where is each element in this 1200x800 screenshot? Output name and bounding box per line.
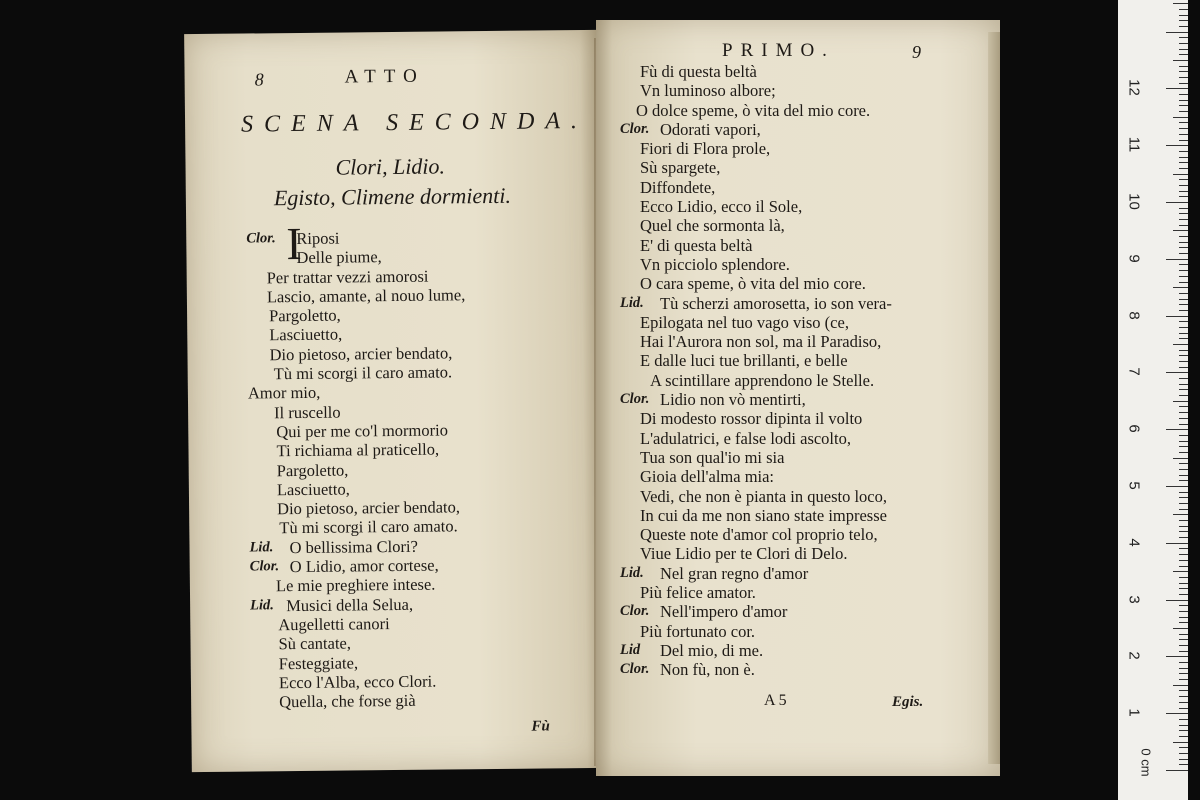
verse-text: Amor mio,: [247, 383, 321, 403]
ruler-tick: [1179, 105, 1188, 106]
ruler-tick: [1179, 583, 1188, 584]
verse-line: [620, 641, 990, 660]
verse-line: [620, 487, 990, 506]
drop-cap: I: [286, 217, 302, 270]
ruler-tick: [1173, 458, 1188, 459]
verse-text: Lascio, amante, al nouo lume,: [266, 285, 466, 307]
ruler-tick: [1173, 230, 1188, 231]
speaker-label: Clor.: [249, 558, 280, 575]
ruler-tick: [1179, 622, 1188, 623]
verse-text: Fù di questa beltà: [640, 62, 757, 81]
verse-text: Di modesto rossor dipinta il volto: [640, 409, 863, 429]
ruler-tick: [1179, 71, 1188, 72]
ruler-tick: [1179, 747, 1188, 748]
ruler-tick: [1173, 742, 1188, 743]
ruler-tick: [1179, 679, 1188, 680]
verse-text: Del mio, di me.: [660, 640, 764, 660]
ruler-tick: [1173, 514, 1188, 515]
verse-line: [620, 139, 990, 158]
ruler-tick: [1179, 185, 1188, 186]
verse-line: [620, 506, 990, 525]
ruler-tick: [1179, 696, 1188, 697]
ruler-tick: [1179, 605, 1188, 606]
ruler-tick: [1179, 196, 1188, 197]
ruler-tick: [1179, 66, 1188, 67]
ruler-tick: [1179, 83, 1188, 84]
verse-line: [620, 101, 990, 120]
ruler-number: 1: [1125, 708, 1143, 717]
ruler-number: 12: [1125, 79, 1143, 97]
verse-line: [620, 158, 990, 177]
verse-text: L'adulatrici, e false lodi ascolto,: [640, 428, 851, 448]
ruler-tick: [1179, 435, 1188, 436]
ruler-tick: [1179, 134, 1188, 135]
ruler-tick: [1166, 543, 1188, 544]
ruler-tick: [1179, 736, 1188, 737]
ruler-tick: [1173, 571, 1188, 572]
verse-text: Lasciuetto,: [269, 325, 343, 345]
ruler-tick: [1179, 9, 1188, 10]
verse-line: [620, 81, 990, 100]
ruler-tick: [1173, 117, 1188, 118]
ruler-tick: [1166, 429, 1188, 430]
right-running-head: PRIMO.: [722, 40, 835, 61]
speaker-label: Clor.: [620, 391, 650, 408]
speaker-label: Clor.: [246, 230, 276, 247]
ruler-number: 11: [1125, 136, 1143, 153]
speaker-label: Lid: [620, 641, 641, 658]
ruler-tick: [1166, 202, 1188, 203]
ruler-tick: [1179, 310, 1188, 311]
ruler-tick: [1179, 594, 1188, 595]
verse-text: Lasciuetto,: [276, 479, 350, 500]
verse-text: O bellissima Clori?: [289, 536, 418, 557]
ruler-tick: [1179, 725, 1188, 726]
characters-line-2: Egisto, Climene dormienti.: [273, 182, 512, 211]
ruler-tick: [1179, 219, 1188, 220]
ruler-tick: [1179, 634, 1188, 635]
ruler-tick: [1179, 469, 1188, 470]
verse-text: Il ruscello: [274, 402, 341, 422]
verse-text: Dio pietoso, arcier bendato,: [277, 497, 461, 519]
verse-line: [620, 197, 990, 216]
verse-text: Vn picciolo splendore.: [640, 254, 790, 274]
verse-line: [620, 544, 990, 563]
ruler-tick: [1179, 424, 1188, 425]
verse-text: Ecco Lidio, ecco il Sole,: [640, 197, 803, 217]
ruler-tick: [1179, 191, 1188, 192]
left-catchword: Fù: [531, 718, 550, 735]
verse-text: Vn luminoso albore;: [640, 81, 776, 101]
left-page-number: 8: [254, 69, 264, 90]
verse-text: Musici della Selua,: [286, 594, 414, 615]
ruler-tick: [1179, 702, 1188, 703]
speaker-label: Lid.: [249, 539, 274, 556]
ruler-tick: [1179, 395, 1188, 396]
ruler-tick: [1179, 759, 1188, 760]
ruler-tick: [1179, 276, 1188, 277]
scene-title: SCENA SECONDA.: [240, 107, 589, 138]
ruler-tick: [1179, 236, 1188, 237]
verse-line: [620, 332, 990, 351]
left-page: [184, 30, 604, 772]
verse-text: Le mie preghiere intese.: [275, 574, 436, 596]
speaker-label: Clor.: [620, 661, 650, 678]
ruler-tick: [1179, 418, 1188, 419]
ruler-tick: [1179, 140, 1188, 141]
verse-text: Per trattar vezzi amorosi: [266, 266, 429, 287]
ruler-tick: [1179, 49, 1188, 50]
ruler-tick: [1179, 179, 1188, 180]
ruler-number: 8: [1125, 310, 1143, 320]
left-verse-lines: [246, 226, 591, 712]
verse-text: O Lidio, amor cortese,: [289, 555, 439, 577]
ruler-tick: [1173, 628, 1188, 629]
speaker-label: Lid.: [620, 294, 644, 311]
ruler-tick: [1179, 509, 1188, 510]
ruler-tick: [1166, 656, 1188, 657]
open-book: [180, 18, 1010, 776]
ruler-tick: [1179, 446, 1188, 447]
ruler-tick: [1179, 367, 1188, 368]
measuring-ruler: [1118, 0, 1188, 800]
verse-text: Queste note d'amor col proprio telo,: [640, 525, 878, 545]
verse-text: Più felice amator.: [640, 583, 756, 603]
verse-text: Non fù, non è.: [660, 660, 755, 680]
verse-text: Dio pietoso, arcier bendato,: [269, 343, 453, 365]
verse-line: [620, 255, 990, 274]
ruler-tick: [1179, 37, 1188, 38]
verse-line: [620, 62, 990, 81]
ruler-tick: [1179, 20, 1188, 21]
ruler-tick: [1173, 174, 1188, 175]
ruler-tick: [1179, 690, 1188, 691]
verse-line: [251, 689, 591, 712]
ruler-tick: [1179, 327, 1188, 328]
ruler-tick: [1179, 463, 1188, 464]
ruler-tick: [1173, 60, 1188, 61]
verse-line: [620, 313, 990, 332]
verse-text: Augelletti canori: [278, 613, 390, 635]
ruler-number: 3: [1125, 594, 1143, 604]
verse-text: Viue Lidio per te Clori di Delo.: [640, 544, 848, 564]
characters-line-1: Clori, Lidio.: [335, 153, 446, 180]
ruler-tick: [1179, 26, 1188, 27]
verse-text: Tù mi scorgi il caro amato.: [273, 362, 453, 384]
verse-line: [620, 602, 990, 621]
verse-text: Quella, che forse già: [279, 690, 416, 712]
ruler-tick: [1179, 639, 1188, 640]
ruler-tick: [1179, 293, 1188, 294]
ruler-tick: [1179, 253, 1188, 254]
ruler-tick: [1179, 43, 1188, 44]
verse-line: [620, 236, 990, 255]
ruler-tick: [1173, 344, 1188, 345]
verse-text: Hai l'Aurora non sol, ma il Paradiso,: [640, 332, 882, 352]
ruler-tick: [1179, 208, 1188, 209]
ruler-tick: [1179, 168, 1188, 169]
ruler-tick: [1179, 617, 1188, 618]
verse-text: Tù scherzi amorosetta, io son vera-: [660, 293, 892, 313]
ruler-tick: [1179, 299, 1188, 300]
verse-text: Gioia dell'alma mia:: [640, 467, 775, 487]
ruler-tick: [1179, 503, 1188, 504]
ruler-tick: [1179, 94, 1188, 95]
ruler-tick: [1179, 304, 1188, 305]
ruler-tick: [1179, 662, 1188, 663]
ruler-tick: [1179, 162, 1188, 163]
ruler-tick: [1179, 282, 1188, 283]
ruler-tick: [1166, 88, 1188, 89]
ruler-tick: [1179, 54, 1188, 55]
ruler-tick: [1179, 651, 1188, 652]
verse-text: Delle piume,: [296, 247, 382, 268]
ruler-tick: [1173, 685, 1188, 686]
ruler-tick: [1179, 719, 1188, 720]
ruler-tick: [1179, 15, 1188, 16]
ruler-tick: [1166, 713, 1188, 714]
verse-text: Pargoletto,: [269, 305, 341, 326]
ruler-tick: [1179, 668, 1188, 669]
verse-line: [620, 274, 990, 293]
right-verse-lines: [620, 62, 990, 680]
ruler-tick: [1179, 378, 1188, 379]
ruler-tick: [1179, 242, 1188, 243]
ruler-tick: [1179, 111, 1188, 112]
verse-text: Pargoletto,: [276, 460, 349, 480]
ruler-tick: [1179, 441, 1188, 442]
ruler-tick: [1179, 566, 1188, 567]
speaker-label: Clor.: [620, 603, 650, 620]
verse-text: Ecco l'Alba, ecco Clori.: [278, 671, 437, 693]
ruler-tick: [1179, 389, 1188, 390]
ruler-tick: [1166, 316, 1188, 317]
right-catchword: Egis.: [892, 694, 924, 710]
ruler-tick: [1179, 560, 1188, 561]
ruler-tick: [1179, 264, 1188, 265]
verse-text: In cui da me non siano state impresse: [640, 505, 887, 525]
ruler-tick: [1179, 270, 1188, 271]
ruler-tick: [1179, 412, 1188, 413]
speaker-label: Clor.: [620, 120, 650, 137]
verse-line: [620, 467, 990, 486]
verse-text: Tua son qual'io mi sia: [640, 447, 785, 467]
ruler-tick: [1179, 452, 1188, 453]
ruler-tick: [1173, 3, 1188, 4]
ruler-tick: [1179, 333, 1188, 334]
ruler-tick: [1179, 577, 1188, 578]
ruler-tick: [1179, 531, 1188, 532]
ruler-tick: [1179, 157, 1188, 158]
ruler-tick: [1179, 350, 1188, 351]
verse-text: Sù cantate,: [278, 633, 352, 654]
ruler-tick: [1179, 588, 1188, 589]
verse-text: A scintillare apprendono le Stelle.: [650, 370, 875, 390]
ruler-tick: [1179, 213, 1188, 214]
ruler-tick: [1173, 401, 1188, 402]
verse-text: Ti richiama al praticello,: [276, 439, 440, 461]
verse-text: Sù spargete,: [640, 158, 721, 178]
left-running-head: ATTO: [344, 65, 425, 88]
ruler-tick: [1179, 475, 1188, 476]
verse-line: [620, 429, 990, 448]
verse-line: [620, 409, 990, 428]
ruler-tick: [1166, 486, 1188, 487]
ruler-tick: [1179, 753, 1188, 754]
ruler-tick: [1179, 645, 1188, 646]
verse-text: E' di questa beltà: [640, 235, 753, 255]
verse-line: [620, 583, 990, 602]
ruler-tick: [1179, 77, 1188, 78]
ruler-tick: [1179, 526, 1188, 527]
ruler-tick: [1166, 600, 1188, 601]
ruler-tick: [1179, 247, 1188, 248]
verse-line: [620, 390, 990, 409]
ruler-tick: [1179, 406, 1188, 407]
speaker-label: Lid.: [620, 564, 644, 581]
verse-text: O dolce speme, ò vita del mio core.: [636, 100, 871, 120]
ruler-tick: [1166, 32, 1188, 33]
verse-line: [620, 525, 990, 544]
ruler-number: 7: [1125, 367, 1143, 377]
ruler-tick: [1179, 520, 1188, 521]
ruler-tick: [1179, 338, 1188, 339]
ruler-number: 10: [1125, 193, 1143, 210]
verse-line: [620, 294, 990, 313]
signature-mark: A 5: [764, 692, 787, 709]
ruler-number: 4: [1125, 538, 1143, 547]
ruler-tick: [1179, 361, 1188, 362]
ruler-tick: [1179, 611, 1188, 612]
verse-text: Diffondete,: [640, 177, 716, 197]
verse-text: Tù mi scorgi il caro amato.: [279, 516, 458, 538]
verse-line: [620, 120, 990, 139]
ruler-tick: [1179, 100, 1188, 101]
verse-line: [620, 622, 990, 641]
ruler-tick: [1179, 480, 1188, 481]
ruler-tick: [1179, 151, 1188, 152]
ruler-tick: [1179, 764, 1188, 765]
ruler-tick: [1166, 259, 1188, 260]
ruler-tick: [1179, 225, 1188, 226]
verse-line: [620, 660, 990, 679]
ruler-tick: [1179, 122, 1188, 123]
ruler-number: 5: [1125, 481, 1143, 490]
ruler-tick: [1179, 548, 1188, 549]
ruler-tick: [1179, 384, 1188, 385]
ruler-unit-label: 0 cm: [1138, 748, 1154, 777]
ruler-number: 2: [1125, 651, 1143, 661]
verse-text: Nell'impero d'amor: [660, 602, 788, 622]
ruler-tick: [1179, 321, 1188, 322]
verse-text: Più fortunato cor.: [640, 621, 756, 641]
verse-line: [620, 216, 990, 235]
ruler-tick: [1166, 770, 1188, 771]
right-page-number: 9: [912, 42, 921, 62]
ruler-tick: [1179, 730, 1188, 731]
ruler-tick: [1179, 537, 1188, 538]
verse-text: Fiori di Flora prole,: [640, 139, 771, 159]
ruler-tick: [1166, 372, 1188, 373]
ruler-tick: [1166, 145, 1188, 146]
ruler-tick: [1179, 708, 1188, 709]
ruler-tick: [1179, 355, 1188, 356]
ruler-tick: [1179, 492, 1188, 493]
verse-text: Lidio non vò mentirti,: [660, 390, 806, 410]
verse-text: E dalle luci tue brillanti, e belle: [640, 351, 848, 371]
verse-text: Riposi: [296, 228, 340, 249]
verse-text: Nel gran regno d'amor: [660, 563, 809, 583]
verse-text: Vedi, che non è pianta in questo loco,: [640, 486, 887, 506]
verse-text: Odorati vapori,: [660, 119, 761, 139]
ruler-number: 6: [1125, 424, 1143, 433]
page-edge: [988, 32, 1000, 764]
ruler-tick: [1179, 554, 1188, 555]
verse-text: Festeggiate,: [278, 652, 359, 673]
ruler-tick: [1173, 287, 1188, 288]
ruler-tick: [1179, 673, 1188, 674]
verse-line: [620, 371, 990, 390]
ruler-tick: [1179, 497, 1188, 498]
right-page: [596, 20, 1000, 776]
verse-line: [620, 564, 990, 583]
speaker-label: Lid.: [250, 596, 274, 614]
ruler-number: 9: [1125, 254, 1143, 263]
verse-line: [620, 448, 990, 467]
verse-text: O cara speme, ò vita del mio core.: [640, 274, 866, 294]
verse-text: Epilogata nel tuo vago viso (ce,: [640, 312, 849, 332]
verse-text: Quel che sormonta là,: [640, 216, 785, 236]
verse-line: [620, 351, 990, 370]
verse-line: [620, 178, 990, 197]
verse-text: Qui per me co'l mormorio: [276, 420, 449, 442]
ruler-tick: [1179, 128, 1188, 129]
